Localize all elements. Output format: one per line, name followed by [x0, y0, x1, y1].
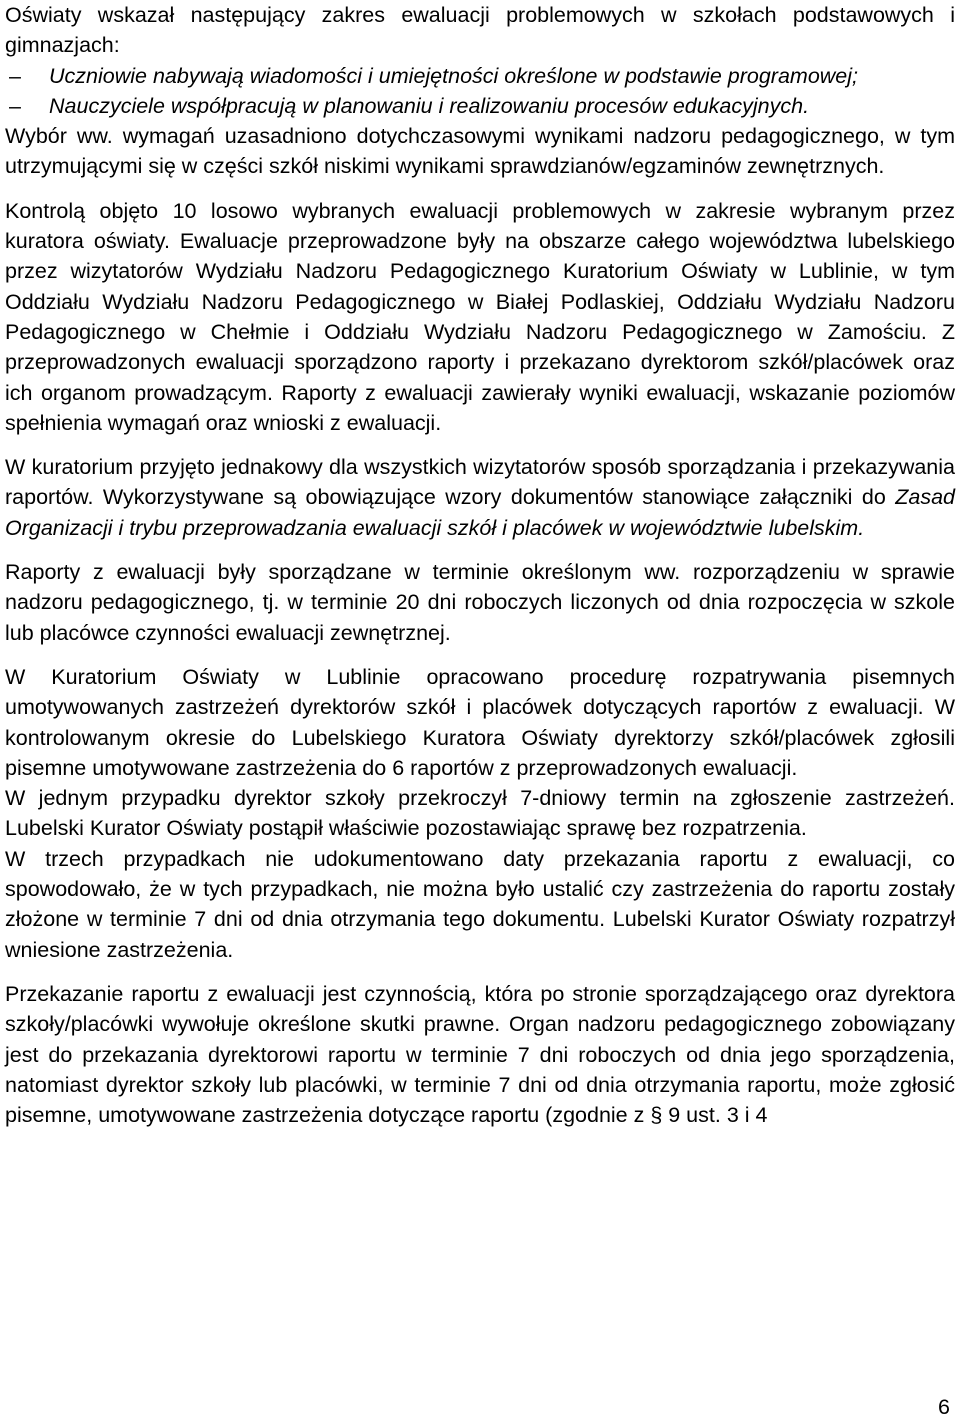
- dash-bullet-icon: –: [9, 93, 21, 118]
- evaluation-scope-list: [5, 61, 955, 122]
- dash-bullet-icon: –: [9, 63, 21, 88]
- list-item-text: Uczniowie nabywają wiadomości i umiejętności określone w podstawie programowej;: [49, 63, 859, 88]
- choice-paragraph: Wybór ww. wymagań uzasadniono dotychczasowymi wynikami nadzoru pedagogicznego, w tym utrzymującymi się w części szkół niskimi wynikami sprawdzianów/egzaminów zewnętrznych.: [5, 124, 955, 179]
- procedure-paragraph: W Kuratorium Oświaty w Lublinie opracowano procedurę rozpatrywania pisemnych umotywowanych zastrzeżeń dyrektorów szkół i placówek dotyczących raportów z ewaluacji. W kontrolowanym okresie do Lubelskiego Kuratora Oświaty dyrektorzy szkół/placówek zgłosili pisemne umotywowane zastrzeżenia do 6 raportów z przeprowadzonych ewaluacji.: [5, 664, 955, 780]
- transfer-paragraph: Przekazanie raportu z ewaluacji jest czynnością, która po stronie sporządzającego oraz dyrektora szkoły/placówki wywołuje określone skutki prawne. Organ nadzoru pedagogicznego zobowiązany jest do przekazania dyrektorowi raportu w terminie 7 dni roboczych od dnia jego sporządzenia, natomiast dyrektor szkoły lub placówki, w terminie 7 dni od dnia otrzymania raportu, może zgłosić pisemne, umotywowane zastrzeżenia dotyczące raportu (zgodnie z § 9 ust. 3 i 4: [5, 981, 955, 1128]
- list-item: [5, 61, 955, 91]
- uniform-reports-text: W kuratorium przyjęto jednakowy dla wszystkich wizytatorów sposób sporządzania i przekazywania raportów. Wykorzystywane są obowiązujące wzory dokumentów stanowiące załączniki do: [5, 455, 955, 510]
- rules-document-title: Zasad Organizacji i trybu przeprowadzania ewaluacji szkół i placówek w województwie lubelskim.: [5, 485, 955, 540]
- deadline-paragraph: Raporty z ewaluacji były sporządzane w terminie określonym ww. rozporządzeniu w sprawie nadzoru pedagogicznego, tj. w terminie 20 dni roboczych liczonych od dnia rozpoczęcia w szkole lub placówce czynności ewaluacji zewnętrznej.: [5, 560, 955, 645]
- control-paragraph: Kontrolą objęto 10 losowo wybranych ewaluacji problemowych w zakresie wybranym przez kuratora oświaty. Ewaluacje przeprowadzone były na obszarze całego województwa lubelskiego przez wizytatorów Wydziału Nadzoru Pedagogicznego Kuratorium Oświaty w Lublinie, w tym Oddziału Wydziału Nadzoru Pedagogicznego w Białej Podlaskiej, Oddziału Wydziału Nadzoru Pedagogicznego w Chełmie i Oddziału Wydziału Nadzoru Pedagogicznego w Zamościu. Z przeprowadzonych ewaluacji sporządzono raporty i przekazano dyrektorom szkół/placówek oraz ich organom prowadzącym. Raporty z ewaluacji zawierały wyniki ewaluacji, wskazanie poziomów spełnienia wymagań oraz wnioski z ewaluacji.: [5, 198, 955, 435]
- three-cases-paragraph: W trzech przypadkach nie udokumentowano daty przekazania raportu z ewaluacji, co spowodowało, że w tych przypadkach, nie można było ustalić czy zastrzeżenia do raportu zostały złożone w terminie 7 dni od dnia otrzymania tego dokumentu. Lubelski Kurator Oświaty rozpatrzył wniesione zastrzeżenia.: [5, 846, 955, 962]
- one-case-paragraph: W jednym przypadku dyrektor szkoły przekroczył 7-dniowy termin na zgłoszenie zastrzeżeń. Lubelski Kurator Oświaty postąpił właściwie pozostawiając sprawę bez rozpatrzenia.: [5, 786, 955, 841]
- intro-paragraph: Oświaty wskazał następujący zakres ewaluacji problemowych w szkołach podstawowych i gimnazjach:: [5, 3, 955, 58]
- document-page: [5, 0, 955, 1130]
- list-item-text: Nauczyciele współpracują w planowaniu i realizowaniu procesów edukacyjnych.: [49, 93, 810, 118]
- list-item: [5, 91, 955, 121]
- uniform-reports-paragraph: [5, 452, 955, 543]
- page-number: 6: [938, 1395, 950, 1419]
